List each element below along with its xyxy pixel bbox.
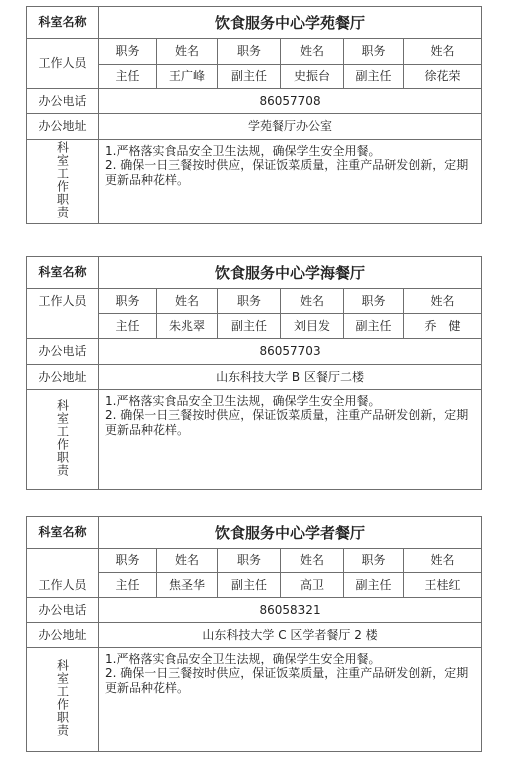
staff-name: 徐花荣 — [404, 65, 482, 89]
staff-name: 朱兆翠 — [157, 314, 218, 339]
staff-position: 副主任 — [218, 65, 281, 89]
position-header: 职务 — [99, 289, 157, 314]
name-header: 姓名 — [281, 549, 344, 573]
duties-content — [99, 140, 482, 224]
staff-position: 主任 — [99, 65, 157, 89]
office-name-label: 科室名称 — [27, 517, 99, 549]
duty-item: 1.严格落实食品安全卫生法规，确保学生安全用餐。 — [105, 394, 381, 408]
office-title: 饮食服务中心学海餐厅 — [99, 257, 482, 289]
address-label: 办公地址 — [27, 114, 99, 140]
position-header: 职务 — [344, 549, 404, 573]
staff-label: 工作人员 — [27, 289, 99, 339]
duty-item: 2. 确保一日三餐按时供应，保证饭菜质量，注重产品研发创新，定期更新品种花样。 — [105, 408, 469, 437]
name-header: 姓名 — [157, 289, 218, 314]
staff-position: 副主任 — [218, 314, 281, 339]
office-name-label: 科室名称 — [27, 257, 99, 289]
name-header: 姓名 — [157, 549, 218, 573]
staff-position: 主任 — [99, 573, 157, 598]
staff-name: 焦圣华 — [157, 573, 218, 598]
phone-label: 办公电话 — [27, 598, 99, 623]
duty-item: 1.严格落实食品安全卫生法规，确保学生安全用餐。 — [105, 144, 381, 158]
address-value: 山东科技大学 B 区餐厅二楼 — [99, 365, 482, 390]
staff-label: 工作人员 — [27, 39, 99, 89]
staff-position: 副主任 — [344, 65, 404, 89]
position-header: 职务 — [218, 549, 281, 573]
duties-label — [27, 140, 99, 224]
name-header: 姓名 — [404, 549, 482, 573]
duties-label-text: 科室工作职责 — [55, 398, 70, 477]
phone-label: 办公电话 — [27, 339, 99, 365]
office-table-xuezhe — [26, 516, 482, 752]
phone-value: 86058321 — [99, 598, 482, 623]
duties-label-text: 科室工作职责 — [55, 658, 70, 737]
duties-content — [99, 390, 482, 490]
phone-value: 86057703 — [99, 339, 482, 365]
address-label: 办公地址 — [27, 623, 99, 648]
position-header: 职务 — [344, 39, 404, 65]
duty-item: 2. 确保一日三餐按时供应，保证饭菜质量，注重产品研发创新，定期更新品种花样。 — [105, 158, 469, 187]
position-header: 职务 — [99, 39, 157, 65]
name-header: 姓名 — [281, 39, 344, 65]
duty-item: 1.严格落实食品安全卫生法规，确保学生安全用餐。 — [105, 652, 381, 666]
duties-label — [27, 390, 99, 490]
duty-item: 2. 确保一日三餐按时供应，保证饭菜质量，注重产品研发创新，定期更新品种花样。 — [105, 666, 469, 695]
staff-name: 王桂红 — [404, 573, 482, 598]
staff-position: 副主任 — [218, 573, 281, 598]
staff-name: 王广峰 — [157, 65, 218, 89]
name-header: 姓名 — [404, 289, 482, 314]
name-header: 姓名 — [157, 39, 218, 65]
office-name-label: 科室名称 — [27, 7, 99, 39]
staff-name: 乔 健 — [404, 314, 482, 339]
staff-position: 副主任 — [344, 314, 404, 339]
office-table-xuehai — [26, 256, 482, 490]
staff-name: 刘目发 — [281, 314, 344, 339]
staff-name: 高卫 — [281, 573, 344, 598]
address-value: 学苑餐厅办公室 — [99, 114, 482, 140]
duties-label-text: 科室工作职责 — [55, 140, 70, 219]
name-header: 姓名 — [281, 289, 344, 314]
phone-label: 办公电话 — [27, 89, 99, 114]
duties-content — [99, 648, 482, 752]
staff-name: 史振台 — [281, 65, 344, 89]
position-header: 职务 — [218, 289, 281, 314]
office-table-xueyuan — [26, 6, 482, 224]
name-header: 姓名 — [404, 39, 482, 65]
office-title: 饮食服务中心学苑餐厅 — [99, 7, 482, 39]
phone-value: 86057708 — [99, 89, 482, 114]
staff-position: 主任 — [99, 314, 157, 339]
address-label: 办公地址 — [27, 365, 99, 390]
office-title: 饮食服务中心学者餐厅 — [99, 517, 482, 549]
duties-label — [27, 648, 99, 752]
position-header: 职务 — [99, 549, 157, 573]
position-header: 职务 — [218, 39, 281, 65]
staff-position: 副主任 — [344, 573, 404, 598]
staff-label: 工作人员 — [27, 549, 99, 598]
position-header: 职务 — [344, 289, 404, 314]
address-value: 山东科技大学 C 区学者餐厅 2 楼 — [99, 623, 482, 648]
